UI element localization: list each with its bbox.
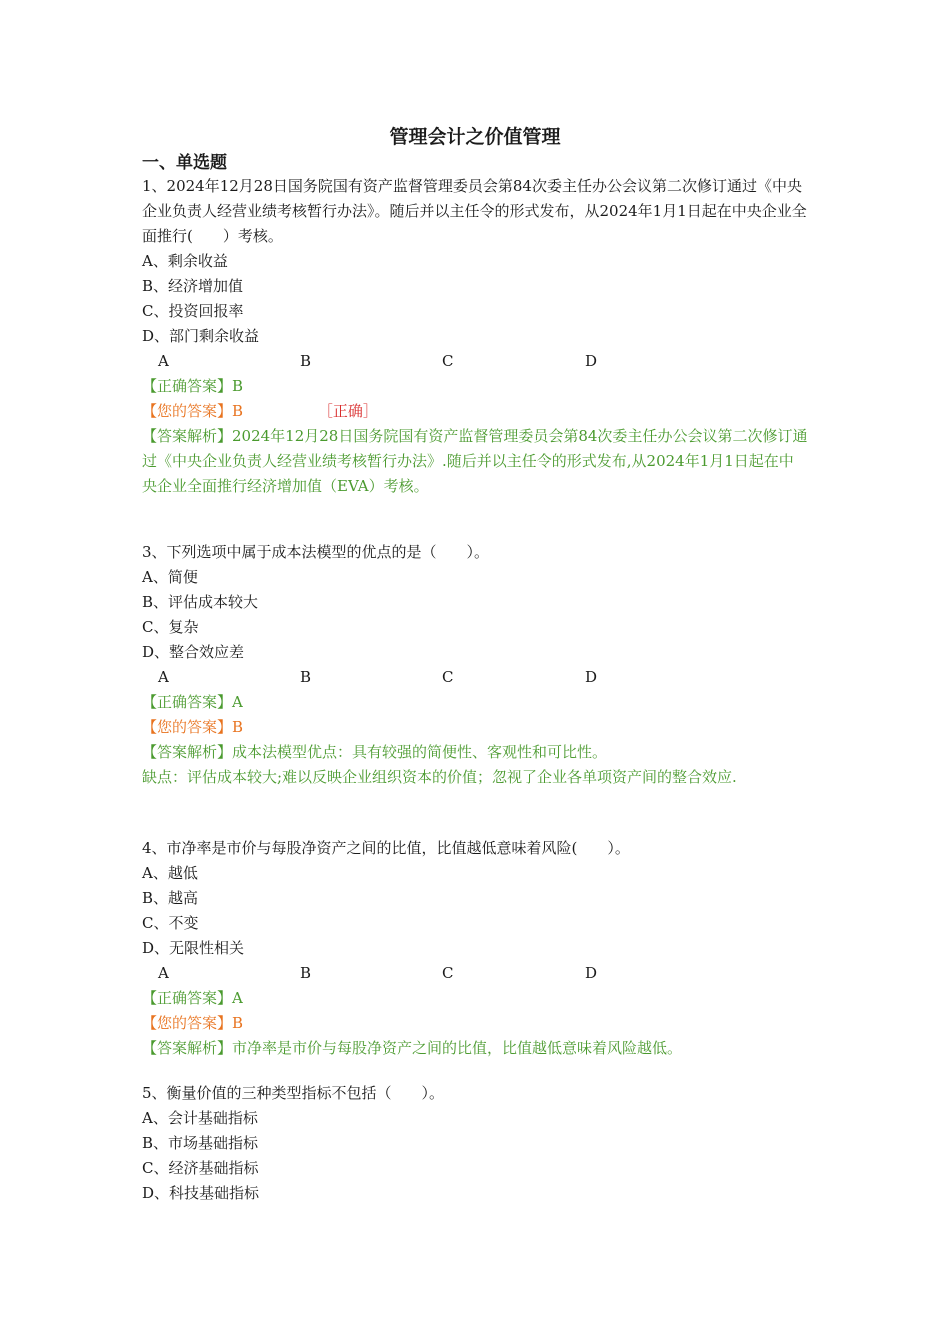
question-stem: 1、2024年12月28日国务院国有资产监督管理委员会第84次委主任办公会议第二次修订通过《中央企业负责人经营业绩考核暂行办法》。随后并以主任令的形式发布，从2024年1月1日起在中央企业全面推行( ）考核。 (142, 177, 807, 245)
question-3 (142, 540, 808, 790)
question-5 (142, 1081, 808, 1206)
choice-b[interactable]: B (300, 668, 312, 686)
question-stem: 4、市净率是市价与每股净资产之间的比值，比值越低意味着风险( ）。 (142, 839, 630, 857)
verdict-badge: ［正确］ (317, 402, 378, 420)
option-b: B、市场基础指标 (142, 1134, 259, 1152)
option-d: D、部门剩余收益 (142, 327, 260, 345)
option-c: C、不变 (142, 914, 199, 932)
your-answer: 【您的答案】B (142, 718, 244, 736)
question-1 (142, 174, 808, 499)
choice-c[interactable]: C (442, 668, 454, 686)
answer-analysis: 【答案解析】2024年12月28日国务院国有资产监督管理委员会第84次委主任办公会议第二次修订通过《中央企业负责人经营业绩考核暂行办法》.随后并以主任令的形式发布,从2024年1月1日起在中央企业全面推行经济增加值（EVA）考核。 (142, 427, 808, 495)
answer-choices (142, 665, 808, 690)
option-c: C、经济基础指标 (142, 1159, 259, 1177)
option-d: D、整合效应差 (142, 643, 245, 661)
choice-d[interactable]: D (585, 964, 598, 982)
option-a: A、越低 (142, 864, 198, 882)
your-answer-row (142, 399, 808, 424)
correct-answer: 【正确答案】B (142, 377, 244, 395)
option-b: B、评估成本较大 (142, 593, 259, 611)
choice-a[interactable]: A (158, 668, 169, 686)
choice-d[interactable]: D (585, 352, 598, 370)
option-d: D、无限性相关 (142, 939, 245, 957)
option-a: A、会计基础指标 (142, 1109, 258, 1127)
option-b: B、越高 (142, 889, 199, 907)
answer-choices (142, 961, 808, 986)
document-title: 管理会计之价值管理 (389, 126, 561, 148)
question-4 (142, 836, 808, 1061)
question-stem: 5、衡量价值的三种类型指标不包括（ ）。 (142, 1084, 445, 1102)
choice-b[interactable]: B (300, 352, 312, 370)
section-heading: 一、单选题 (142, 153, 227, 173)
answer-analysis: 【答案解析】市净率是市价与每股净资产之间的比值，比值越低意味着风险越低。 (142, 1039, 683, 1057)
option-a: A、简便 (142, 568, 198, 586)
choice-c[interactable]: C (442, 352, 454, 370)
answer-choices (142, 349, 808, 374)
your-answer: 【您的答案】B (142, 402, 244, 420)
option-c: C、投资回报率 (142, 302, 244, 320)
correct-answer: 【正确答案】A (142, 693, 243, 711)
option-b: B、经济增加值 (142, 277, 244, 295)
your-answer: 【您的答案】B (142, 1014, 244, 1032)
answer-analysis: 【答案解析】成本法模型优点：具有较强的简便性、客观性和可比性。 (142, 743, 608, 761)
choice-c[interactable]: C (442, 964, 454, 982)
option-a: A、剩余收益 (142, 252, 228, 270)
option-c: C、复杂 (142, 618, 199, 636)
choice-d[interactable]: D (585, 668, 598, 686)
choice-a[interactable]: A (158, 964, 169, 982)
answer-analysis-continued: 缺点：评估成本较大;难以反映企业组织资本的价值；忽视了企业各单项资产间的整合效应. (142, 768, 737, 786)
choice-b[interactable]: B (300, 964, 312, 982)
correct-answer: 【正确答案】A (142, 989, 243, 1007)
question-stem: 3、下列选项中属于成本法模型的优点的是（ ）。 (142, 543, 490, 561)
choice-a[interactable]: A (158, 352, 169, 370)
option-d: D、科技基础指标 (142, 1184, 260, 1202)
